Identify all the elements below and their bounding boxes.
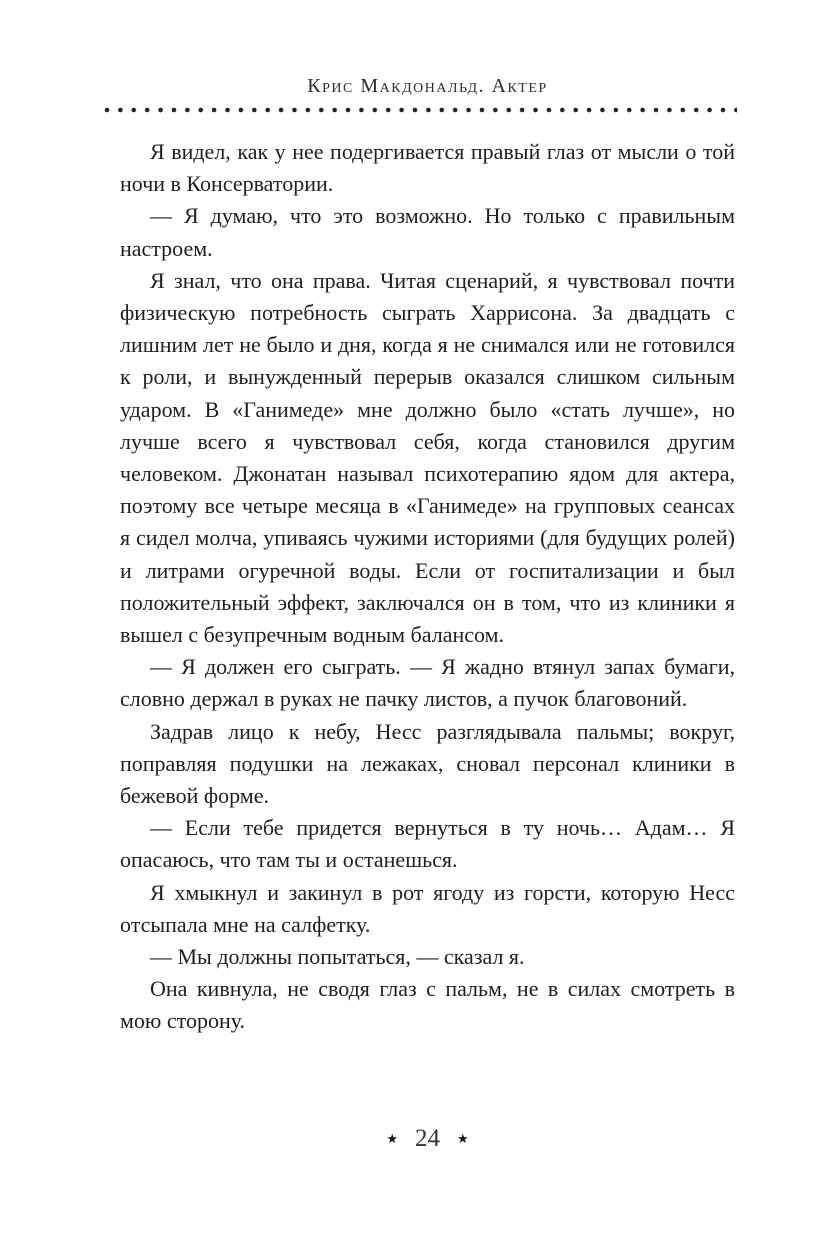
page-number: 24: [415, 1125, 440, 1152]
dotted-divider: [104, 107, 737, 113]
paragraph: — Я должен его сыграть. — Я жадно втянул запах бумаги, словно держал в руках не пачку листов, а пучок благовоний.: [120, 654, 735, 712]
paragraph: Я знал, что она права. Читая сценарий, я чувствовал почти физическую потребность сыграть Харрисона. За двадцать с лишним лет не было и дня, когда я не снимался или не готовился к роли, и вынужденный перерыв оказался слишком сильным ударом. В «Ганимеде» мне должно было «стать лучше», но лучше всего я чувствовал себя, когда становился другим человеком. Джонатан называл психотерапию ядом для актера, поэтому все четыре месяца в «Ганимеде» на групповых сеансах я сидел молча, упиваясь чужими историями (для будущих ролей) и литрами огуречной воды. Если от госпитализации и был положительный эффект, заключался он в том, что из клиники я вышел с безупречным водным балансом.: [120, 267, 735, 648]
paragraph: — Если тебе придется вернуться в ту ночь… Адам… Я опасаюсь, что там ты и останешься.: [120, 815, 735, 873]
running-header: Крис Макдональд. Актер: [307, 75, 548, 97]
body-text: [120, 136, 735, 1038]
paragraph: — Я думаю, что это возможно. Но только с правильным настроем.: [120, 203, 735, 261]
paragraph: Я видел, как у нее подергивается правый глаз от мысли о той ночи в Консерватории.: [120, 139, 735, 197]
paragraph: Я хмыкнул и закинул в рот ягоду из горсти, которую Несс отсыпала мне на салфетку.: [120, 879, 735, 937]
paragraph: Она кивнула, не сводя глаз с пальм, не в силах смотреть в мою сторону.: [120, 976, 735, 1034]
star-icon: ★: [457, 1131, 469, 1146]
page-footer: [120, 1126, 735, 1151]
paragraph: Задрав лицо к небу, Несс разглядывала пальмы; вокруг, поправляя подушки на лежаках, сновал персонал клиники в бежевой форме.: [120, 718, 735, 809]
paragraph: — Мы должны попытаться, — сказал я.: [150, 944, 525, 970]
star-icon: ★: [386, 1131, 398, 1146]
